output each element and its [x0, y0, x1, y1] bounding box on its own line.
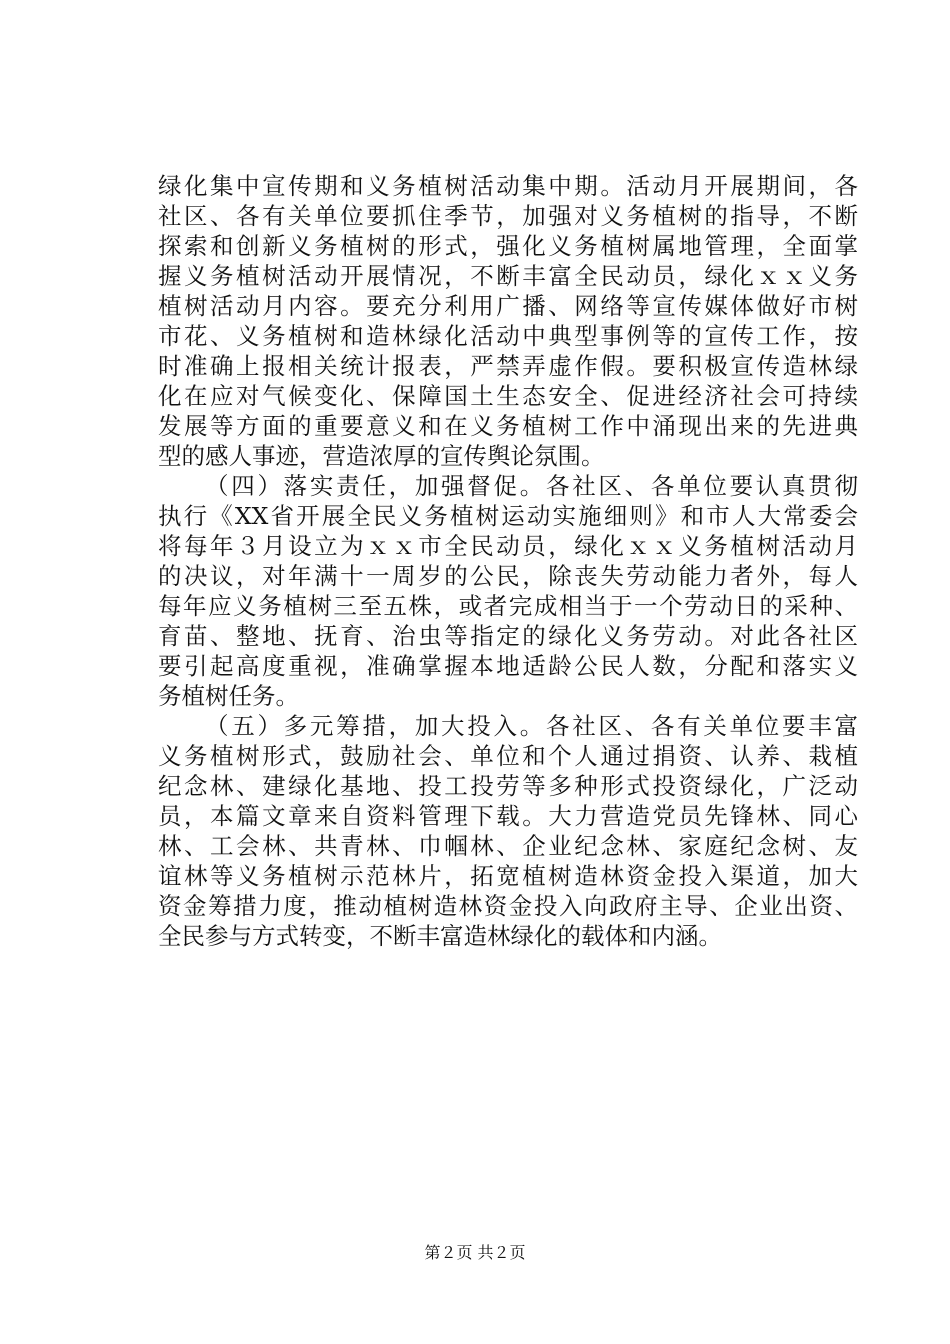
paragraph-line: 资金筹措力度，推动植树造林资金投入向政府主导、企业出资、 [158, 892, 858, 920]
paragraph-line: 林、工会林、共青林、巾帼林、企业纪念林、家庭纪念树、友 [158, 832, 858, 860]
paragraph-line: 要引起高度重视，准确掌握本地适龄公民人数，分配和落实义 [158, 652, 858, 680]
paragraph-line: 每年应义务植树三至五株，或者完成相当于一个劳动日的采种、 [158, 592, 858, 620]
paragraph-line: 植树活动月内容。要充分利用广播、网络等宣传媒体做好市树 [158, 292, 858, 320]
paragraph-line: 义务植树形式，鼓励社会、单位和个人通过捐资、认养、栽植 [158, 742, 858, 770]
paragraph-line: （五）多元筹措，加大投入。各社区、各有关单位要丰富 [205, 712, 858, 740]
paragraph-line: 将每年３月设立为ｘｘ市全民动员，绿化ｘｘ义务植树活动月 [158, 532, 858, 560]
paragraph-line: 员，本篇文章来自资料管理下载。大力营造党员先锋林、同心 [158, 802, 858, 830]
paragraph-line: 执行《XX省开展全民义务植树运动实施细则》和市人大常委会 [158, 502, 858, 530]
paragraph-line: 握义务植树活动开展情况，不断丰富全民动员，绿化ｘｘ义务 [158, 262, 858, 290]
paragraph-line: 育苗、整地、抚育、治虫等指定的绿化义务劳动。对此各社区 [158, 622, 858, 650]
paragraph-line: 社区、各有关单位要抓住季节，加强对义务植树的指导，不断 [158, 202, 858, 230]
paragraph-line: 绿化集中宣传期和义务植树活动集中期。活动月开展期间，各 [158, 172, 858, 200]
paragraph-line: （四）落实责任，加强督促。各社区、各单位要认真贯彻 [205, 472, 858, 500]
paragraph-line: 的决议，对年满十一周岁的公民，除丧失劳动能力者外，每人 [158, 562, 858, 590]
paragraph-line: 务植树任务。 [158, 682, 299, 710]
paragraph-line: 发展等方面的重要意义和在义务植树工作中涌现出来的先进典 [158, 412, 858, 440]
paragraph-line: 型的感人事迹，营造浓厚的宣传舆论氛围。 [158, 442, 605, 470]
document-body [158, 171, 858, 951]
page-footer: 第２页 共２页 [424, 1243, 526, 1262]
paragraph-line: 谊林等义务植树示范林片，拓宽植树造林资金投入渠道，加大 [158, 862, 858, 890]
paragraph-line: 市花、义务植树和造林绿化活动中典型事例等的宣传工作，按 [158, 322, 858, 350]
paragraph-line: 时准确上报相关统计报表，严禁弄虚作假。要积极宣传造林绿 [158, 352, 858, 380]
paragraph-line: 化在应对气候变化、保障国土生态安全、促进经济社会可持续 [158, 382, 858, 410]
paragraph-line: 全民参与方式转变，不断丰富造林绿化的载体和内涵。 [158, 922, 722, 950]
paragraph-line: 探索和创新义务植树的形式，强化义务植树属地管理，全面掌 [158, 232, 858, 260]
paragraph-line: 纪念林、建绿化基地、投工投劳等多种形式投资绿化，广泛动 [158, 772, 858, 800]
